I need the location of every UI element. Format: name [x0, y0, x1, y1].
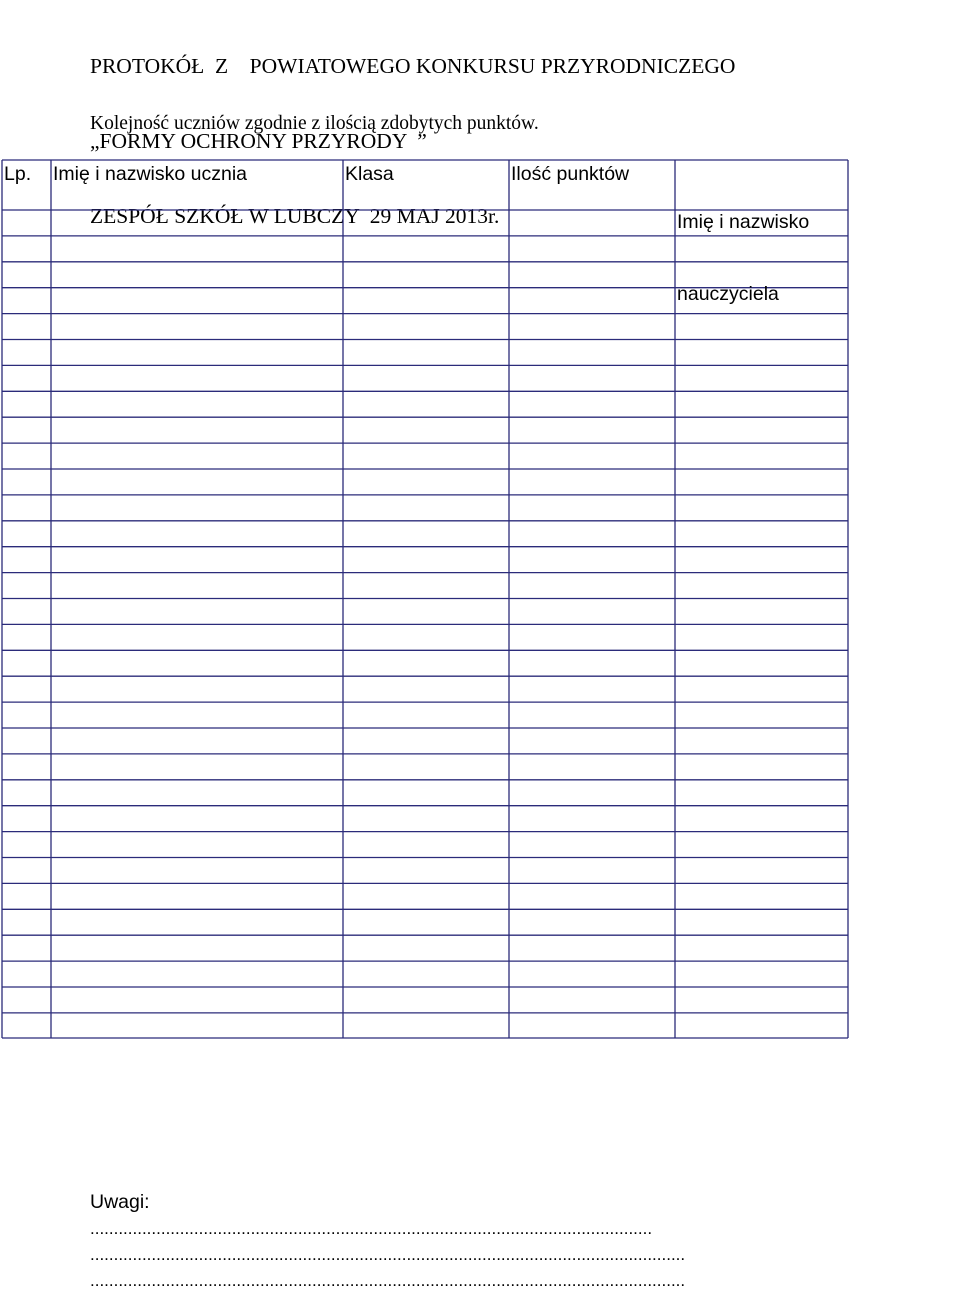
table-cell[interactable] [510, 600, 674, 624]
table-cell[interactable] [52, 366, 342, 390]
table-cell[interactable] [3, 651, 50, 675]
table-cell[interactable] [676, 600, 847, 624]
table-cell[interactable] [3, 315, 50, 339]
table-cell[interactable] [510, 263, 674, 287]
header-subtitle: „FORMY OCHRONY PRZYRODY ” [90, 129, 427, 153]
table-cell[interactable] [52, 755, 342, 779]
table-cell[interactable] [510, 703, 674, 727]
table-cell[interactable] [52, 444, 342, 468]
table-cell[interactable] [52, 211, 342, 235]
column-header-student-name: Imię i nazwisko ucznia [53, 163, 247, 185]
table-cell[interactable] [676, 859, 847, 883]
table-cell[interactable] [510, 211, 674, 235]
table-cell[interactable] [344, 962, 508, 986]
table-cell[interactable] [510, 470, 674, 494]
table-cell[interactable] [676, 807, 847, 831]
table-cell[interactable] [510, 444, 674, 468]
table-cell[interactable] [52, 988, 342, 1012]
table-cell[interactable] [344, 859, 508, 883]
table-cell[interactable] [344, 392, 508, 416]
table-cell[interactable] [344, 651, 508, 675]
table-cell[interactable] [3, 574, 50, 598]
table-cell[interactable] [52, 910, 342, 934]
table-cell[interactable] [510, 548, 674, 572]
table-cell[interactable] [510, 341, 674, 365]
table-cell[interactable] [52, 781, 342, 805]
column-header-points: Ilość punktów [511, 163, 630, 185]
table-cell[interactable] [344, 548, 508, 572]
table-cell[interactable] [344, 703, 508, 727]
table-cell[interactable] [3, 470, 50, 494]
table-cell[interactable] [52, 289, 342, 313]
table-cell[interactable] [676, 962, 847, 986]
notes-line-2[interactable]: .............................................................................................................................. [90, 1246, 686, 1264]
table-cell[interactable] [344, 263, 508, 287]
table-cell[interactable] [52, 884, 342, 908]
table-cell[interactable] [344, 444, 508, 468]
table-cell[interactable] [3, 884, 50, 908]
table-cell[interactable] [3, 781, 50, 805]
table-cell[interactable] [676, 884, 847, 908]
table-cell[interactable] [676, 755, 847, 779]
table-cell[interactable] [52, 263, 342, 287]
table-cell[interactable] [52, 833, 342, 857]
table-cell[interactable] [344, 315, 508, 339]
table-cell[interactable] [676, 341, 847, 365]
table-cell[interactable] [344, 884, 508, 908]
table-cell[interactable] [3, 703, 50, 727]
table-cell[interactable] [3, 548, 50, 572]
table-cell[interactable] [676, 677, 847, 701]
table-cell[interactable] [344, 1014, 508, 1037]
intro-text: Kolejność uczniów zgodnie z ilością zdobytych punktów. [90, 113, 539, 134]
table-cell[interactable] [52, 600, 342, 624]
table-cell[interactable] [52, 418, 342, 442]
table-cell[interactable] [52, 651, 342, 675]
table-cell[interactable] [3, 755, 50, 779]
table-cell[interactable] [344, 470, 508, 494]
table-cell[interactable] [52, 470, 342, 494]
table-cell[interactable] [510, 574, 674, 598]
table-cell[interactable] [510, 729, 674, 753]
table-cell[interactable] [52, 315, 342, 339]
table-cell[interactable] [3, 392, 50, 416]
table-cell[interactable] [510, 289, 674, 313]
table-cell[interactable] [3, 418, 50, 442]
table-cell[interactable] [3, 988, 50, 1012]
table-cell[interactable] [676, 496, 847, 520]
table-cell[interactable] [344, 781, 508, 805]
table-cell[interactable] [344, 755, 508, 779]
header-title: PROTOKÓŁ Z POWIATOWEGO KONKURSU PRZYRODNICZEGO [90, 54, 736, 78]
table-cell[interactable] [344, 936, 508, 960]
table-cell[interactable] [3, 600, 50, 624]
table-cell[interactable] [52, 341, 342, 365]
table-cell[interactable] [676, 729, 847, 753]
table-cell[interactable] [344, 341, 508, 365]
table-cell[interactable] [3, 341, 50, 365]
table-cell[interactable] [676, 444, 847, 468]
table-cell[interactable] [3, 1014, 50, 1037]
table-cell[interactable] [510, 418, 674, 442]
table-cell[interactable] [3, 910, 50, 934]
table-cell[interactable] [3, 263, 50, 287]
table-cell[interactable] [344, 496, 508, 520]
table-cell[interactable] [52, 936, 342, 960]
table-cell[interactable] [510, 237, 674, 261]
notes-label: Uwagi: [90, 1191, 150, 1213]
table-cell[interactable] [676, 703, 847, 727]
table-cell[interactable] [344, 418, 508, 442]
column-header-teacher-line1: Imię i nazwisko [677, 211, 810, 233]
table-cell[interactable] [3, 237, 50, 261]
table-cell[interactable] [52, 574, 342, 598]
table-cell[interactable] [510, 988, 674, 1012]
table-cell[interactable] [344, 677, 508, 701]
table-cell[interactable] [510, 859, 674, 883]
table-cell[interactable] [3, 444, 50, 468]
table-cell[interactable] [510, 677, 674, 701]
column-header-teacher-name [677, 162, 809, 330]
table-cell[interactable] [3, 729, 50, 753]
table-cell[interactable] [344, 289, 508, 313]
table-cell[interactable] [510, 755, 674, 779]
table-cell[interactable] [510, 366, 674, 390]
table-cell[interactable] [52, 729, 342, 753]
table-cell[interactable] [510, 833, 674, 857]
table-cell[interactable] [52, 962, 342, 986]
table-cell[interactable] [344, 600, 508, 624]
table-cell[interactable] [344, 366, 508, 390]
column-header-teacher-line2: nauczyciela [677, 283, 779, 305]
table-cell[interactable] [52, 859, 342, 883]
table-cell[interactable] [3, 211, 50, 235]
table-cell[interactable] [344, 807, 508, 831]
table-cell[interactable] [52, 237, 342, 261]
table-cell[interactable] [676, 1014, 847, 1037]
table-cell[interactable] [52, 807, 342, 831]
table-cell[interactable] [676, 781, 847, 805]
table-cell[interactable] [676, 418, 847, 442]
table-cell[interactable] [676, 988, 847, 1012]
table-cell[interactable] [3, 366, 50, 390]
table-cell[interactable] [510, 962, 674, 986]
table-cell[interactable] [676, 522, 847, 546]
table-cell[interactable] [344, 211, 508, 235]
table-cell[interactable] [344, 988, 508, 1012]
table-cell[interactable] [676, 833, 847, 857]
table-cell[interactable] [510, 884, 674, 908]
table-cell[interactable] [3, 289, 50, 313]
table-cell[interactable] [510, 936, 674, 960]
table-cell[interactable] [510, 1014, 674, 1037]
table-cell[interactable] [676, 651, 847, 675]
table-cell[interactable] [510, 392, 674, 416]
table-cell[interactable] [510, 807, 674, 831]
table-cell[interactable] [510, 522, 674, 546]
table-cell[interactable] [510, 651, 674, 675]
table-cell[interactable] [344, 237, 508, 261]
table-cell[interactable] [52, 677, 342, 701]
table-cell[interactable] [3, 833, 50, 857]
table-cell[interactable] [510, 910, 674, 934]
table-cell[interactable] [3, 677, 50, 701]
table-cell[interactable] [3, 625, 50, 649]
table-cell[interactable] [676, 392, 847, 416]
table-cell[interactable] [676, 625, 847, 649]
notes-line-3[interactable]: .............................................................................................................................. [90, 1272, 686, 1290]
column-header-class: Klasa [345, 163, 394, 185]
table-cell[interactable] [510, 315, 674, 339]
table-cell[interactable] [3, 496, 50, 520]
table-cell[interactable] [676, 470, 847, 494]
table-cell[interactable] [676, 936, 847, 960]
table-cell[interactable] [52, 625, 342, 649]
table-cell[interactable] [3, 962, 50, 986]
table-cell[interactable] [344, 625, 508, 649]
table-cell[interactable] [52, 1014, 342, 1037]
table-cell[interactable] [344, 910, 508, 934]
table-cell[interactable] [344, 522, 508, 546]
table-cell[interactable] [3, 807, 50, 831]
table-cell[interactable] [344, 833, 508, 857]
table-cell[interactable] [344, 729, 508, 753]
column-header-lp: Lp. [4, 163, 32, 185]
table-cell[interactable] [510, 496, 674, 520]
table-cell[interactable] [676, 574, 847, 598]
table-cell[interactable] [676, 910, 847, 934]
notes-line-1[interactable]: ....................................................................................................................... [90, 1220, 653, 1238]
table-cell[interactable] [52, 548, 342, 572]
table-cell[interactable] [3, 936, 50, 960]
table-cell[interactable] [3, 522, 50, 546]
table-cell[interactable] [510, 625, 674, 649]
table-cell[interactable] [52, 522, 342, 546]
table-cell[interactable] [52, 703, 342, 727]
table-cell[interactable] [676, 548, 847, 572]
table-cell[interactable] [510, 781, 674, 805]
table-cell[interactable] [676, 366, 847, 390]
table-cell[interactable] [344, 574, 508, 598]
table-cell[interactable] [52, 496, 342, 520]
table-cell[interactable] [52, 392, 342, 416]
table-cell[interactable] [3, 859, 50, 883]
